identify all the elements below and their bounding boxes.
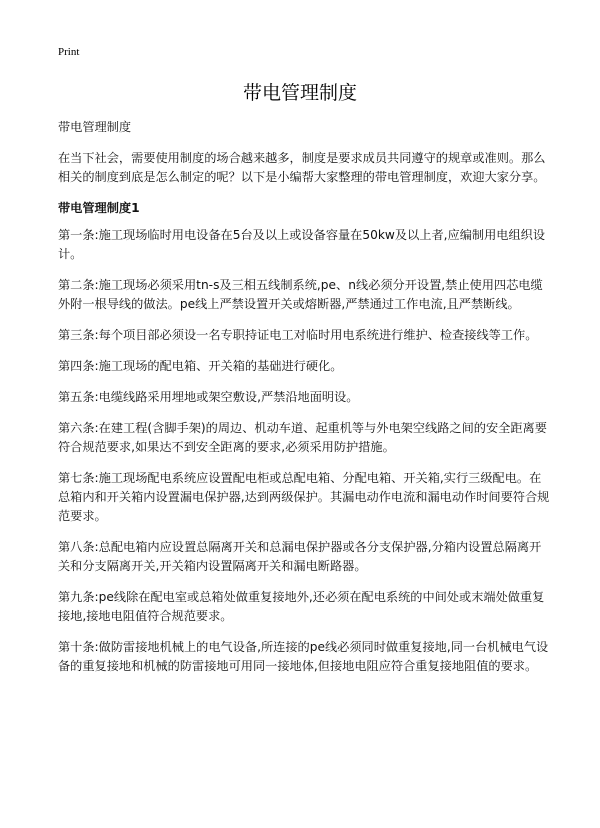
article-7: 第七条:施工现场配电系统应设置配电柜或总配电箱、分配电箱、开关箱,实行三级配电。在总箱内和开关箱内设置漏电保护器,达到两级保护。其漏电动作电流和漏电动作时间要符合规范要求。	[58, 471, 550, 523]
article-2: 第二条:施工现场必须采用tn-s及三相五线制系统,pe、n线必须分开设置,禁止使用四芯电缆外附一根导线的做法。pe线上严禁设置开关或熔断器,严禁通过工作电流,且严禁断线。	[58, 278, 543, 311]
article-5: 第五条:电缆线路采用埋地或架空敷设,严禁沿地面明设。	[58, 390, 359, 404]
article-9: 第九条:pe线除在配电室或总箱处做重复接地外,还必须在配电系统的中间处或末端处做重复接地,接地电阻值符合规范要求。	[58, 590, 545, 623]
document-body	[58, 118, 550, 688]
section-heading: 带电管理制度1	[58, 201, 140, 215]
page-title: 带电管理制度	[242, 82, 357, 104]
intro-paragraph: 在当下社会，需要使用制度的场合越来越多，制度是要求成员共同遵守的规章或准则。那么相关的制度到底是怎么制定的呢？以下是小编帮大家整理的带电管理制度，欢迎大家分享。	[58, 151, 546, 184]
article-4: 第四条:施工现场的配电箱、开关箱的基础进行硬化。	[58, 359, 343, 373]
article-10: 第十条:做防雷接地机械上的电气设备,所连接的pe线必须同时做重复接地,同一台机械电气设备的重复接地和机械的防雷接地可用同一接地体,但接地电阻应符合重复接地阻值的要求。	[58, 640, 549, 673]
article-1: 第一条:施工现场临时用电设备在5台及以上或设备容量在50kw及以上者,应编制用电组织设计。	[58, 228, 546, 261]
print-link[interactable]: Print	[58, 46, 80, 58]
article-8: 第八条:总配电箱内应设置总隔离开关和总漏电保护器或各分支保护器,分箱内设置总隔离开关和分支隔离开关,开关箱内设置隔离开关和漏电断路器。	[58, 540, 542, 573]
article-6: 第六条:在建工程(含脚手架)的周边、机动车道、起重机等与外电架空线路之间的安全距离要符合规范要求,如果达不到安全距离的要求,必须采用防护措施。	[58, 421, 547, 454]
article-3: 第三条:每个项目部必须设一名专职持证电工对临时用电系统进行维护、检查接线等工作。	[58, 328, 538, 342]
document-subtitle: 带电管理制度	[58, 120, 132, 134]
